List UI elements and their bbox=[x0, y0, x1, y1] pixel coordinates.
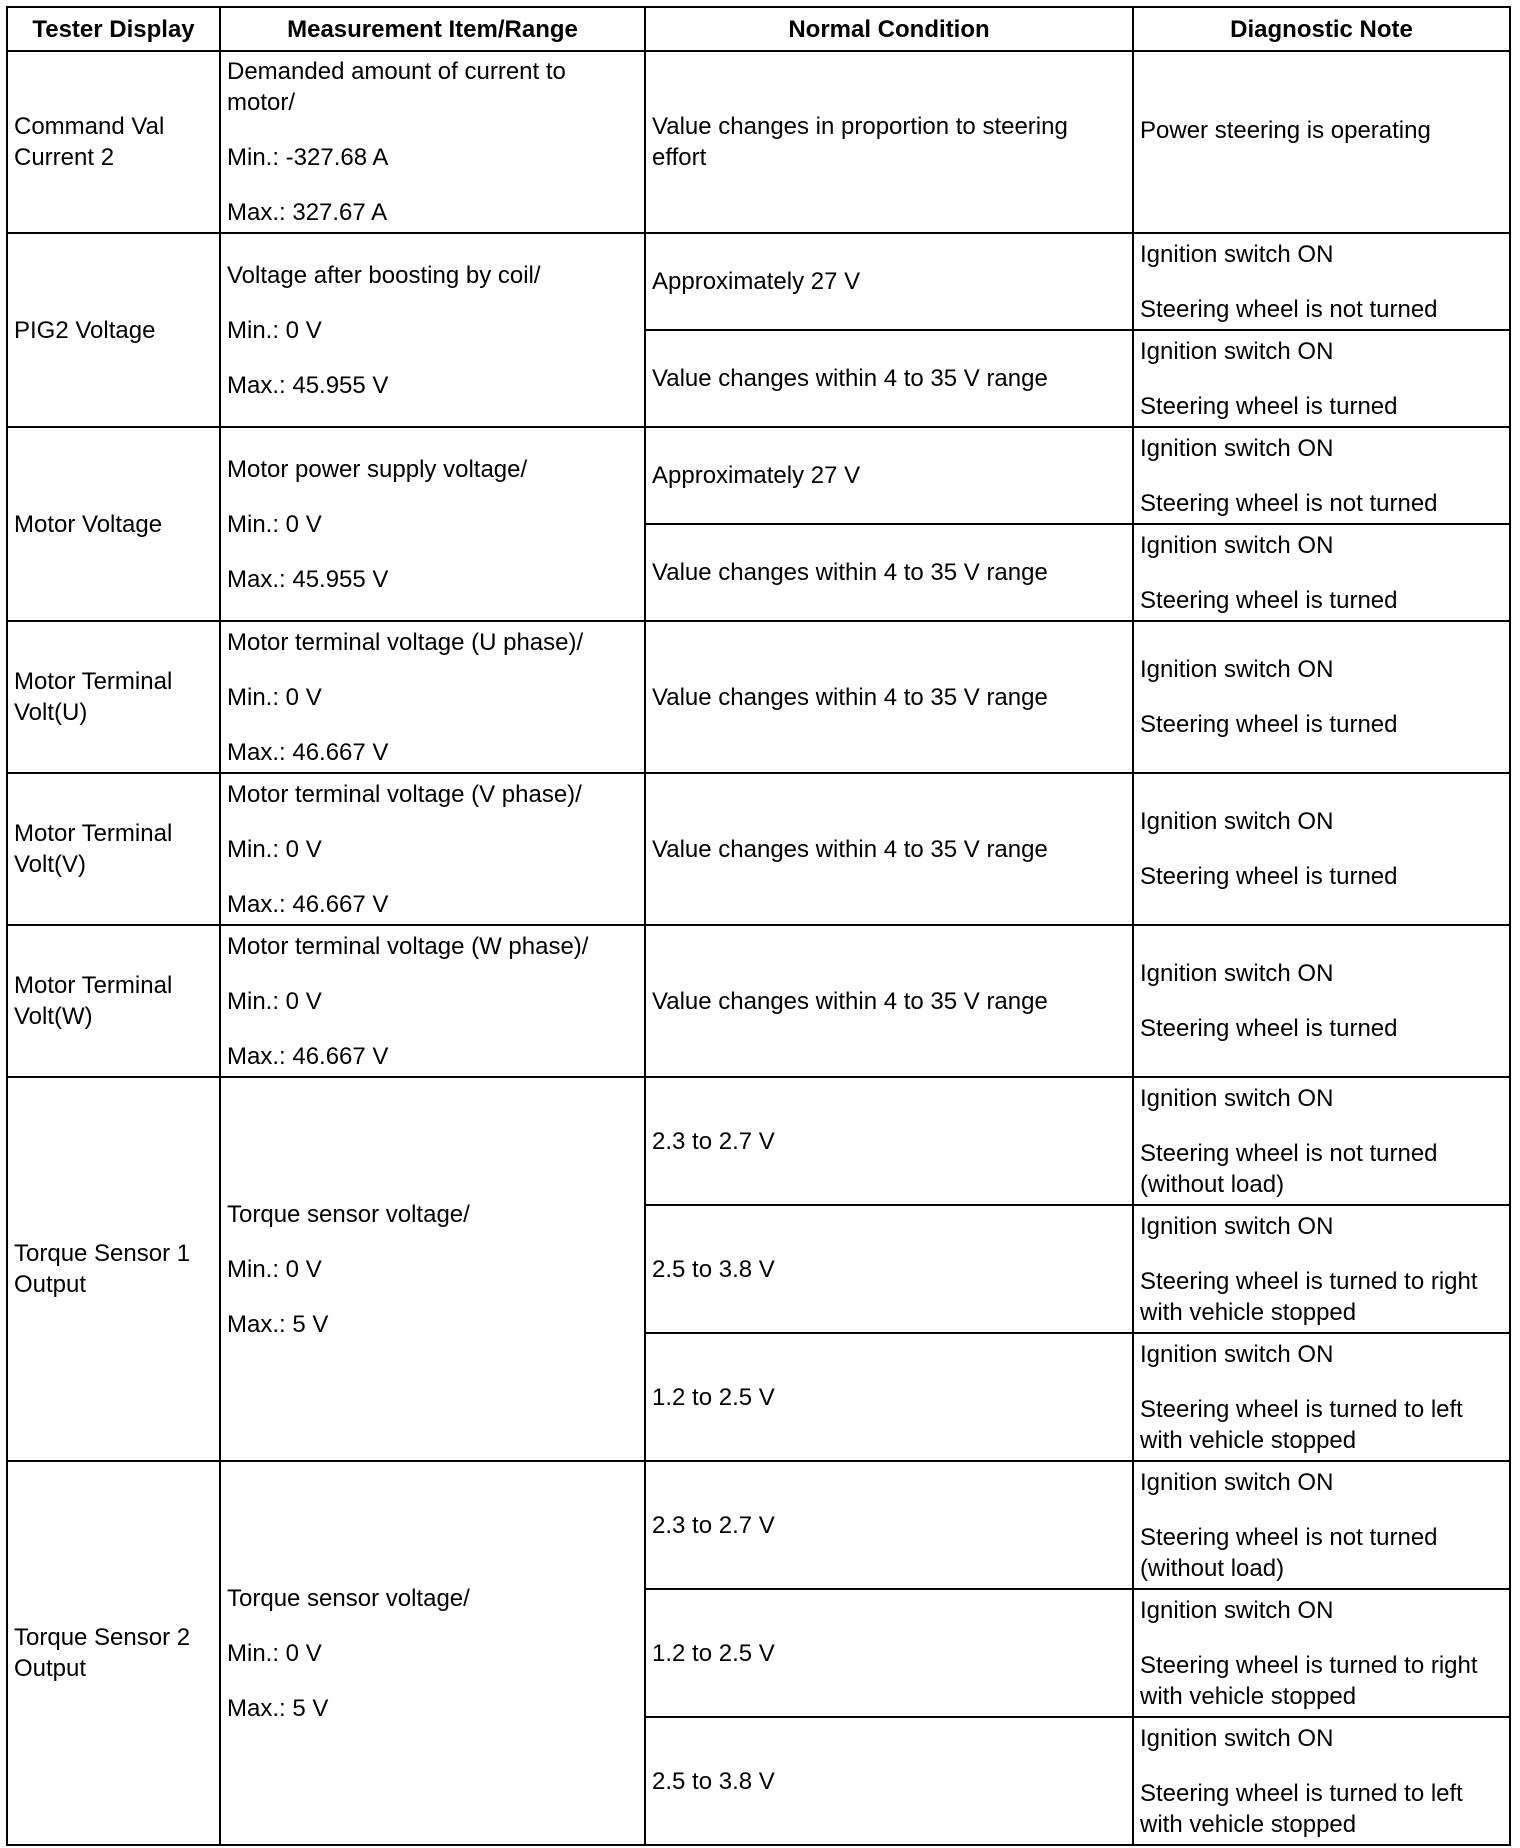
cell-text-line: 2.5 to 3.8 V bbox=[652, 1255, 775, 1283]
cell-text-line: Max.: 46.667 V bbox=[227, 1042, 389, 1070]
diagnostic-note-cell bbox=[1133, 621, 1510, 773]
cell-text-line: effort bbox=[652, 144, 707, 171]
measurement-range-cell bbox=[220, 621, 645, 773]
cell-text-line: Value changes within 4 to 35 V range bbox=[652, 559, 1048, 586]
line-spacer bbox=[227, 865, 638, 889]
line-spacer bbox=[1140, 1242, 1503, 1266]
diagnostic-note-cell bbox=[1133, 524, 1510, 621]
line-spacer bbox=[1140, 561, 1503, 585]
normal-condition-cell bbox=[645, 330, 1133, 427]
normal-condition-cell bbox=[645, 621, 1133, 773]
normal-condition-cell bbox=[645, 925, 1133, 1077]
cell-text-line: Ignition switch ON bbox=[1140, 434, 1334, 462]
measurement-range-cell bbox=[220, 1077, 645, 1461]
diagnostic-note-cell bbox=[1133, 1717, 1510, 1845]
diagnostic-note-cell bbox=[1133, 1077, 1510, 1205]
cell-text-line: 2.5 to 3.8 V bbox=[652, 1767, 775, 1795]
cell-text-line: 1.2 to 2.5 V bbox=[652, 1639, 775, 1667]
cell-text-line: Steering wheel is turned bbox=[1140, 1015, 1398, 1042]
line-spacer bbox=[227, 713, 638, 737]
line-spacer bbox=[227, 810, 638, 834]
cell-text-line: Max.: 45.955 V bbox=[227, 371, 389, 399]
cell-text-line: Demanded amount of current to bbox=[227, 58, 566, 85]
tester-display-cell bbox=[7, 773, 220, 925]
cell-text-line: Ignition switch ON bbox=[1140, 1468, 1334, 1496]
measurement-range-cell bbox=[220, 233, 645, 427]
cell-text-line: Steering wheel is turned to right bbox=[1140, 1267, 1478, 1295]
cell-text-line: with vehicle stopped bbox=[1140, 1426, 1357, 1454]
line-spacer bbox=[1140, 270, 1503, 294]
line-spacer bbox=[227, 962, 638, 986]
line-spacer bbox=[227, 118, 638, 142]
cell-text-line: Value changes in proportion to steering bbox=[652, 113, 1068, 140]
normal-condition-cell bbox=[645, 1589, 1133, 1717]
line-spacer bbox=[1140, 1626, 1503, 1650]
cell-text-line: with vehicle stopped bbox=[1140, 1298, 1357, 1326]
line-spacer bbox=[227, 540, 638, 564]
cell-text-line: Value changes within 4 to 35 V range bbox=[652, 683, 1048, 711]
line-spacer bbox=[1140, 1754, 1503, 1778]
cell-text-line: Ignition switch ON bbox=[1140, 656, 1334, 683]
diagnostic-note-cell bbox=[1133, 233, 1510, 330]
cell-text-line: Steering wheel is not turned bbox=[1140, 1139, 1438, 1167]
cell-text-line: Motor Voltage bbox=[14, 510, 163, 538]
table-row bbox=[7, 1077, 1510, 1205]
table-row bbox=[7, 233, 1510, 330]
tester-display-cell bbox=[7, 925, 220, 1077]
cell-text-line: (without load) bbox=[1140, 1170, 1285, 1198]
cell-text-line: Command Val bbox=[14, 113, 165, 140]
cell-text-line: Min.: 0 V bbox=[227, 987, 322, 1015]
cell-text-line: Max.: 327.67 A bbox=[227, 199, 388, 226]
cell-text-line: Motor terminal voltage (W phase)/ bbox=[227, 932, 589, 960]
normal-condition-cell bbox=[645, 1717, 1133, 1845]
tester-display-cell bbox=[7, 1461, 220, 1845]
cell-text-line: Steering wheel is turned to right bbox=[1140, 1651, 1478, 1679]
table-row bbox=[7, 773, 1510, 925]
cell-text-line: Steering wheel is not turned bbox=[1140, 489, 1438, 517]
table-row bbox=[7, 51, 1510, 233]
cell-text-line: 2.3 to 2.7 V bbox=[652, 1511, 775, 1539]
tester-display-cell bbox=[7, 233, 220, 427]
measurement-range-cell bbox=[220, 925, 645, 1077]
cell-text-line: Output bbox=[14, 1271, 87, 1298]
line-spacer bbox=[227, 1230, 638, 1254]
cell-text-line: 1.2 to 2.5 V bbox=[652, 1383, 775, 1411]
measurement-range-cell bbox=[220, 51, 645, 233]
diagnostic-note-cell bbox=[1133, 773, 1510, 925]
cell-text-line: 2.3 to 2.7 V bbox=[652, 1127, 775, 1155]
measurement-range-cell bbox=[220, 773, 645, 925]
cell-text-line: motor/ bbox=[227, 89, 296, 116]
normal-condition-cell bbox=[645, 1077, 1133, 1205]
cell-text-line: Min.: 0 V bbox=[227, 316, 322, 344]
diagnostic-note-cell bbox=[1133, 1461, 1510, 1589]
table-row bbox=[7, 925, 1510, 1077]
cell-text-line: Max.: 5 V bbox=[227, 1310, 329, 1338]
cell-text-line: Ignition switch ON bbox=[1140, 1084, 1334, 1112]
cell-text-line: Steering wheel is turned bbox=[1140, 392, 1398, 420]
header-tester-display: Tester Display bbox=[7, 7, 220, 51]
cell-text-line: Ignition switch ON bbox=[1140, 240, 1334, 268]
cell-text-line: with vehicle stopped bbox=[1140, 1682, 1357, 1710]
normal-condition-cell bbox=[645, 51, 1133, 233]
cell-text-line: Min.: 0 V bbox=[227, 683, 322, 711]
cell-text-line: Max.: 45.955 V bbox=[227, 565, 389, 593]
line-spacer bbox=[1140, 367, 1503, 391]
cell-text-line: Motor power supply voltage/ bbox=[227, 455, 528, 483]
cell-text-line: Voltage after boosting by coil/ bbox=[227, 261, 541, 289]
cell-text-line: Min.: 0 V bbox=[227, 1639, 322, 1667]
diagnostic-note-cell bbox=[1133, 1589, 1510, 1717]
measurement-range-cell bbox=[220, 1461, 645, 1845]
normal-condition-cell bbox=[645, 1333, 1133, 1461]
cell-text-line: Ignition switch ON bbox=[1140, 337, 1334, 365]
cell-text-line: (without load) bbox=[1140, 1554, 1285, 1582]
cell-text-line: Steering wheel is not turned bbox=[1140, 1523, 1438, 1551]
line-spacer bbox=[1140, 685, 1503, 709]
cell-text-line: Max.: 46.667 V bbox=[227, 738, 389, 766]
line-spacer bbox=[227, 291, 638, 315]
cell-text-line: Min.: -327.68 A bbox=[227, 144, 389, 171]
cell-text-line: Approximately 27 V bbox=[652, 268, 861, 295]
tester-display-cell bbox=[7, 427, 220, 621]
line-spacer bbox=[227, 173, 638, 197]
cell-text-line: Motor Terminal bbox=[14, 972, 173, 999]
table-row bbox=[7, 427, 1510, 524]
normal-condition-cell bbox=[645, 427, 1133, 524]
cell-text-line: Ignition switch ON bbox=[1140, 1340, 1334, 1368]
table-row bbox=[7, 1461, 1510, 1589]
line-spacer bbox=[1140, 1498, 1503, 1522]
tester-display-cell bbox=[7, 51, 220, 233]
cell-text-line: Power steering is operating bbox=[1140, 116, 1431, 144]
line-spacer bbox=[227, 1669, 638, 1693]
cell-text-line: Ignition switch ON bbox=[1140, 808, 1334, 835]
table-body bbox=[7, 51, 1510, 1845]
line-spacer bbox=[227, 1614, 638, 1638]
cell-text-line: Volt(V) bbox=[14, 851, 87, 878]
line-spacer bbox=[227, 485, 638, 509]
cell-text-line: Min.: 0 V bbox=[227, 510, 322, 538]
normal-condition-cell bbox=[645, 524, 1133, 621]
normal-condition-cell bbox=[645, 233, 1133, 330]
cell-text-line: Motor terminal voltage (V phase)/ bbox=[227, 780, 582, 808]
cell-text-line: Max.: 5 V bbox=[227, 1694, 329, 1722]
normal-condition-cell bbox=[645, 1205, 1133, 1333]
header-measurement-item: Measurement Item/Range bbox=[220, 7, 645, 51]
cell-text-line: Motor Terminal bbox=[14, 668, 173, 695]
header-normal-condition: Normal Condition bbox=[645, 7, 1133, 51]
line-spacer bbox=[1140, 837, 1503, 861]
cell-text-line: Torque Sensor 1 bbox=[14, 1240, 191, 1267]
cell-text-line: Output bbox=[14, 1655, 87, 1682]
cell-text-line: Steering wheel is turned bbox=[1140, 711, 1398, 738]
cell-text-line: Volt(W) bbox=[14, 1003, 93, 1030]
cell-text-line: Motor Terminal bbox=[14, 820, 173, 847]
tester-display-cell bbox=[7, 1077, 220, 1461]
line-spacer bbox=[227, 346, 638, 370]
cell-text-line: Value changes within 4 to 35 V range bbox=[652, 365, 1048, 392]
cell-text-line: Approximately 27 V bbox=[652, 462, 861, 489]
cell-text-line: Motor terminal voltage (U phase)/ bbox=[227, 628, 584, 656]
cell-text-line: Value changes within 4 to 35 V range bbox=[652, 835, 1048, 863]
cell-text-line: Steering wheel is turned bbox=[1140, 586, 1398, 614]
cell-text-line: Steering wheel is turned to left bbox=[1140, 1395, 1463, 1423]
cell-text-line: Torque Sensor 2 bbox=[14, 1624, 191, 1651]
cell-text-line: Ignition switch ON bbox=[1140, 1212, 1334, 1240]
line-spacer bbox=[1140, 1370, 1503, 1394]
cell-text-line: Torque sensor voltage/ bbox=[227, 1200, 470, 1228]
diagnostic-note-cell bbox=[1133, 1205, 1510, 1333]
cell-text-line: Volt(U) bbox=[14, 699, 88, 726]
cell-text-line: Max.: 46.667 V bbox=[227, 890, 389, 918]
normal-condition-cell bbox=[645, 1461, 1133, 1589]
cell-text-line: Steering wheel is turned bbox=[1140, 863, 1398, 890]
diagnostic-note-cell bbox=[1133, 51, 1510, 233]
line-spacer bbox=[227, 1285, 638, 1309]
line-spacer bbox=[227, 658, 638, 682]
cell-text-line: Min.: 0 V bbox=[227, 835, 322, 863]
diagnostic-note-cell bbox=[1133, 427, 1510, 524]
normal-condition-cell bbox=[645, 773, 1133, 925]
diagnostic-data-table bbox=[6, 6, 1511, 1846]
tester-display-cell bbox=[7, 621, 220, 773]
diagnostic-note-cell bbox=[1133, 925, 1510, 1077]
cell-text-line: Current 2 bbox=[14, 144, 115, 171]
line-spacer bbox=[1140, 146, 1503, 170]
table-row bbox=[7, 621, 1510, 773]
cell-text-line: with vehicle stopped bbox=[1140, 1810, 1357, 1838]
table-header-row bbox=[7, 7, 1510, 51]
line-spacer bbox=[227, 1017, 638, 1041]
diagnostic-note-cell bbox=[1133, 1333, 1510, 1461]
measurement-range-cell bbox=[220, 427, 645, 621]
cell-text-line: Torque sensor voltage/ bbox=[227, 1584, 470, 1612]
cell-text-line: Steering wheel is turned to left bbox=[1140, 1779, 1463, 1807]
cell-text-line: Ignition switch ON bbox=[1140, 531, 1334, 559]
cell-text-line: Ignition switch ON bbox=[1140, 1596, 1334, 1624]
line-spacer bbox=[1140, 989, 1503, 1013]
cell-text-line: Value changes within 4 to 35 V range bbox=[652, 987, 1048, 1015]
header-diagnostic-note: Diagnostic Note bbox=[1133, 7, 1510, 51]
line-spacer bbox=[1140, 464, 1503, 488]
line-spacer bbox=[1140, 1114, 1503, 1138]
cell-text-line: Ignition switch ON bbox=[1140, 1724, 1334, 1752]
cell-text-line: PIG2 Voltage bbox=[14, 316, 156, 344]
diagnostic-note-cell bbox=[1133, 330, 1510, 427]
cell-text-line: Min.: 0 V bbox=[227, 1255, 322, 1283]
cell-text-line: Steering wheel is not turned bbox=[1140, 295, 1438, 323]
cell-text-line: Ignition switch ON bbox=[1140, 960, 1334, 987]
